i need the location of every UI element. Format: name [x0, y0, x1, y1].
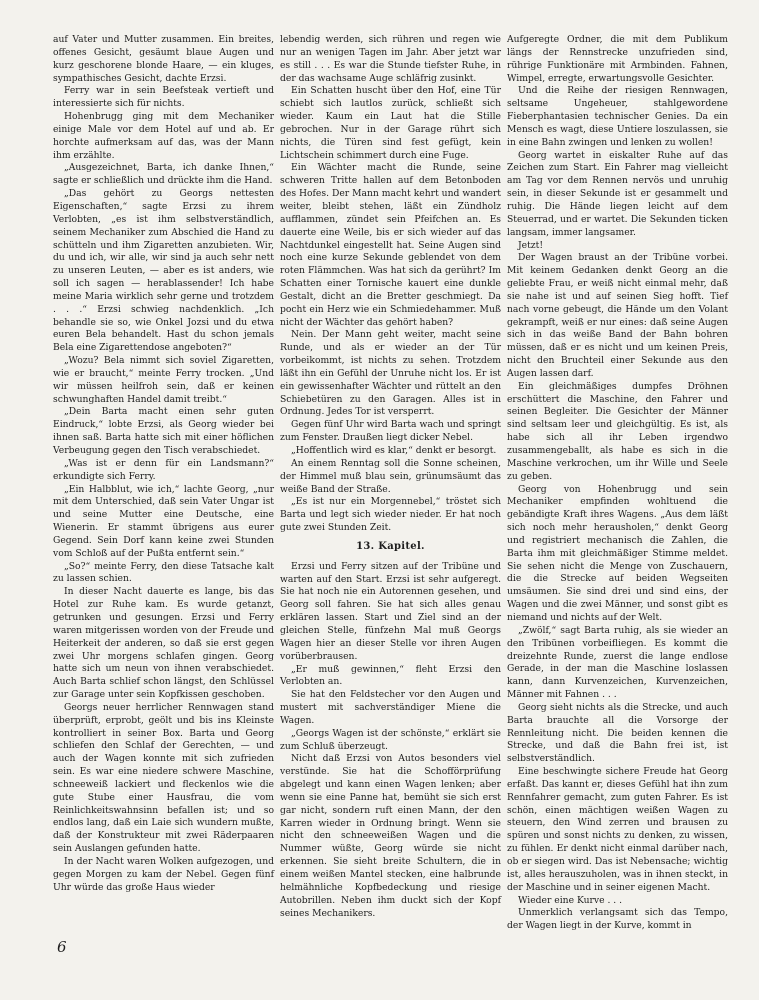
paragraph: „Ausgezeichnet, Barta, ich danke Ihnen,“ sagte er schließlich und drückte ihm die Hand. — [53, 162, 274, 187]
paragraph: auf Vater und Mutter zusammen. Ein breites, offenes Gesicht, gesäumt blaue Augen und kurz geschorene blonde Haare, — ein kluges, sympathisches Gesicht, dachte Erzsi. — [53, 34, 274, 84]
paragraph: Jetzt! — [518, 239, 544, 251]
paragraph: An einem Renntag soll die Sonne scheinen, der Himmel muß blau sein, grünumsäumt das weiße Band der Straße. — [280, 457, 501, 495]
paragraph: Ferry war in sein Beefsteak vertieft und interessierte sich für nichts. — [53, 85, 274, 110]
paragraph: In dieser Nacht dauerte es lange, bis das Hotel zur Ruhe kam. Es wurde getanzt, getrunken und gesungen. Erzsi und Ferry waren mitgerissen worden von der Freude und Heiterkeit der anderen, so daß sie erst gegen zwei Uhr morgens schlafen gingen. Georg hatte sich um neun von ihnen verabschiedet. Auch Barta schlief schon längst, den Schlüssel zur Garage unter sein Kopfkissen geschoben. — [53, 586, 274, 701]
paragraph: „So?“ meinte Ferry, den diese Tatsache kalt zu lassen schien. — [53, 560, 274, 585]
paragraph: „Ein Halbblut, wie ich,“ lachte Georg, „nur mit dem Unterschied, daß sein Vater Ungar ist und seine Mutter eine Deutsche, eine Wienerin. Er stammt übrigens aus eurer Gegend. Sein Dorf kann keine zwei Stunden vom Schloß auf der Pußta entfernt sein.“ — [53, 483, 274, 559]
paragraph: „Es ist nur ein Morgennebel,“ tröstet sich Barta und legt sich wieder nieder. Er hat noch gute zwei Stunden Zeit. — [280, 496, 501, 534]
chapter-heading: 13. Kapitel. — [356, 540, 425, 552]
paragraph: Ein Schatten huscht über den Hof, eine Tür schiebt sich lautlos zurück, schließt sich wieder. Kaum ein Laut hat die Stille gebrochen. Nur in der Garage rührt sich nichts, die Türen sind fest gefügt, kein Lichtschein schimmert durch eine Fuge. — [280, 85, 501, 161]
paragraph: „Was ist er denn für ein Landsmann?“ erkundigte sich Ferry. — [53, 457, 274, 482]
paragraph: Hohenbrugg ging mit dem Mechaniker einige Male vor dem Hotel auf und ab. Er horchte aufmerksam auf das, was der Mann ihm erzählte. — [53, 111, 274, 161]
text-column-2 — [280, 34, 501, 920]
paragraph: Ein gleichmäßiges dumpfes Dröhnen erschüttert die Maschine, den Fahrer und seinen Begleiter. Die Gesichter der Männer sind seltsam leer und gleichgültig. Es ist, als habe sich all ihr Leben irgendwo zusammengeballt, als habe es sich in die Maschine verkrochen, um ihr Wille und Seele zu geben. — [507, 380, 728, 482]
paragraph: In der Nacht waren Wolken aufgezogen, und gegen Morgen zu kam der Nebel. Gegen fünf Uhr würde das große Haus wieder — [53, 856, 274, 893]
page-number: 6 — [57, 938, 67, 956]
paragraph: Ein Wächter macht die Runde, seine schweren Tritte hallen auf dem Betonboden des Hofes. Der Mann macht kehrt und wandert weiter, bleibt stehen, läßt ein Zündholz aufflammen, zündet sein Pfeifchen an. Es dauerte eine Weile, bis er sich wieder auf das Nachtdunkel eingestellt hat. Seine Augen sind noch eine kurze Sekunde geblendet von dem roten Flämmchen. Was hat sich da gerührt? Im Schatten einer Tornische kauert eine dunkle Gestalt, dicht an die Bretter geschmiegt. Da pocht ein Herz wie ein Schmiedehammer. Muß nicht der Wächter das gehört haben? — [280, 162, 501, 328]
paragraph: „Das gehört zu Georgs nettesten Eigenschaften,“ sagte Erzsi zu ihrem Verlobten, „es ist ihm selbstverständlich, seinem Mechaniker zum Abschied die Hand zu schütteln und ihm Zigaretten anzubieten. Wir, du und ich, wir alle, wir sind ja auch sehr nett zu unseren Leuten, — aber es ist anders, wie soll ich sagen — herablassender! Ich habe meine Maria wirklich sehr gerne und trotzdem . . .“ Erzsi schwieg nachdenklich. „Ich behandle sie so, wie Onkel Jozsi und du etwa euren Bela behandelt. Hast du schon jemals Bela eine Zigarettendose angeboten?“ — [53, 188, 274, 354]
paragraph: Wieder eine Kurve . . . — [518, 894, 623, 906]
paragraph: Aufgeregte Ordner, die mit dem Publikum längs der Rennstrecke unzufrieden sind, rührige Funktionäre mit Armbinden. Fahnen, Wimpel, erregte, erwartungsvolle Gesichter. — [507, 34, 728, 84]
paragraph: „Hoffentlich wird es klar,“ denkt er besorgt. — [291, 445, 497, 456]
paragraph: „Georgs Wagen ist der schönste,“ erklärt sie zum Schluß überzeugt. — [280, 727, 501, 752]
paragraph: Und die Reihe der riesigen Rennwagen, seltsame Ungeheuer, stahlgewordene Fieberphantasien technischer Genies. Da ein Mensch es wagt, diese Untiere loszulassen, sie in eine Bahn zwingen und lenken zu wollen! — [507, 85, 728, 148]
paragraph: „Zwölf,“ sagt Barta ruhig, als sie wieder an den Tribünen vorbeifliegen. Es kommt die dreizehnte Runde, zuerst die lange endlose Gerade, in der man die Maschine loslassen kann, dann Kurvenzeichen, Kurvenzeichen, Männer mit Fahnen . . . — [507, 624, 728, 701]
paragraph: Nicht daß Erzsi von Autos besonders viel verstünde. Sie hat die Schofförprüfung abgelegt und kann einen Wagen lenken; aber wenn sie eine Panne hat, bemüht sie sich erst gar nicht, sondern ruft einen Mann, der den Karren wieder in Ordnung bringt. Wenn sie nicht den schneeweißen Wagen und die Nummer wüßte, Georg würde sie nicht erkennen. Sie sieht breite Schultern, die in einem weißen Mantel stecken, eine halbrunde helmähnliche Kopfbedeckung und riesige Autobrillen. Neben ihm duckt sich der Kopf seines Mechanikers. — [280, 753, 501, 919]
paragraph: „Wozu? Bela nimmt sich soviel Zigaretten, wie er braucht,“ meinte Ferry trocken. „Und wir müssen heilfroh sein, daß er keinen schwunghaften Handel damit treibt.“ — [53, 355, 274, 405]
paragraph: „Er muß gewinnen,“ fleht Erzsi den Verlobten an. — [280, 663, 501, 688]
paragraph: „Dein Barta macht einen sehr guten Eindruck,“ lobte Erzsi, als Georg wieder bei ihnen saß. Barta hatte sich mit einer höflichen Verbeugung gegen den Tisch verabschiedet. — [53, 406, 274, 456]
paragraph: lebendig werden, sich rühren und regen wie nur an wenigen Tagen im Jahr. Aber jetzt war es still . . . Es war die Stunde tiefster Ruhe, in der das wachsame Auge schläfrig zusinkt. — [280, 34, 501, 84]
paragraph: Georg von Hohenbrugg und sein Mechaniker empfinden wohltuend die gebändigte Kraft ihres Wagens. „Aus dem läßt sich noch mehr herausholen,“ denkt Georg und registriert mechanisch die Zahlen, die Barta ihm mit gleichmäßiger Stimme meldet. Sie sehen nicht die Menge von Zuschauern, die die Strecke auf beiden Wegseiten umsäumen. Sie sind drei und sind eins, der Wagen und die zwei Männer, und sonst gibt es niemand und nichts auf der Welt. — [507, 483, 728, 623]
paragraph: Erzsi und Ferry sitzen auf der Tribüne und warten auf den Start. Erzsi ist sehr aufgeregt. Sie hat noch nie ein Autorennen gesehen, und Georg soll fahren. Sie hat sich alles genau erklären lassen. Start und Ziel sind an der gleichen Stelle, fünfzehn Mal muß Georgs Wagen hier an dieser Stelle vor ihren Augen vorüberbrausen. — [280, 560, 501, 662]
paragraph: Sie hat den Feldstecher vor den Augen und mustert mit sachverständiger Miene die Wagen. — [280, 689, 501, 726]
paragraph: Eine beschwingte sichere Freude hat Georg erfaßt. Das kannt er, dieses Gefühl hat ihn zum Rennfahrer gemacht, zum guten Fahrer. Es ist schön, einen mächtigen weißen Wagen zu steuern, den Wind zerren und brausen zu spüren und sonst nichts zu denken, zu wissen, zu fühlen. Er denkt nicht einmal darüber nach, ob er siegen wird. Das ist Nebensache; wichtig ist, alles herauszuholen, was in ihnen steckt, in der Maschine und in seiner eigenen Macht. — [507, 766, 728, 893]
paragraph: Unmerklich verlangsamt sich das Tempo, der Wagen liegt in der Kurve, kommt in — [507, 907, 728, 932]
paragraph: Der Wagen braust an der Tribüne vorbei. Mit keinem Gedanken denkt Georg an die geliebte Frau, er weiß nicht einmal mehr, daß sie nahe ist und auf seinen Sieg hofft. Tief nach vorne gebeugt, die Hände um den Volant gekrampft, weiß er nur eines: daß seine Augen sich in das weiße Band der Bahn bohren müssen, daß er es nicht und um keinen Preis, nicht den Bruchteil einer Sekunde aus den Augen lassen darf. — [507, 252, 728, 379]
paragraph: Georgs neuer herrlicher Rennwagen stand überprüft, erprobt, geölt und bis ins Kleinste kontrolliert in seiner Box. Barta und Georg schliefen den Schlaf der Gerechten, — und auch der Wagen konnte mit sich zufrieden sein. Es war eine niedere schwere Maschine, schneeweiß lackiert und fleckenlos wie die gute Stube einer Hausfrau, die vom Reinlichkeitswahnsinn befallen ist; und so endlos lang, daß ein Laie sich wundern mußte, daß der Konstrukteur mit zwei Räderpaaren sein Auslangen gefunden hatte. — [53, 701, 274, 855]
paragraph: Gegen fünf Uhr wird Barta wach und springt zum Fenster. Draußen liegt dicker Nebel. — [280, 419, 501, 444]
text-column-3 — [507, 34, 728, 933]
paragraph: Georg wartet in eiskalter Ruhe auf das Zeichen zum Start. Ein Fahrer mag vielleicht am Tag vor dem Rennen nervös und unruhig sein, in dieser Sekunde ist er gesammelt und ruhig. Die Hände liegen leicht auf dem Steuerrad, und er wartet. Die Sekunden ticken langsam, immer langsamer. — [507, 149, 728, 238]
paragraph: Nein. Der Mann geht weiter, macht seine Runde, und als er wieder an der Tür vorbeikommt, ist nichts zu sehen. Trotzdem läßt ihn ein Gefühl der Unruhe nicht los. Er ist ein gewissenhafter Wächter und rüttelt an den Schiebetüren zu den Garagen. Alles ist in Ordnung. Jedes Tor ist versperrt. — [280, 329, 501, 418]
paragraph: Georg sieht nichts als die Strecke, und auch Barta brauchte all die Vorsorge der Rennleitung nicht. Die beiden kennen die Strecke, und daß die Bahn frei ist, ist selbstverständlich. — [507, 701, 728, 765]
text-column-1 — [53, 34, 274, 895]
